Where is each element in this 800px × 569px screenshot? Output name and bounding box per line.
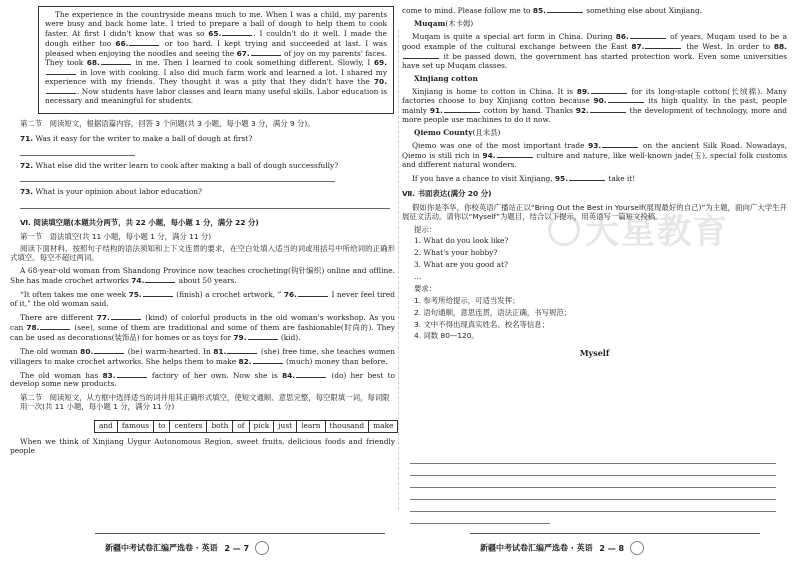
cotton-para [402, 87, 787, 126]
text-seg: I never feel tired of it,” the old woman said. [10, 289, 396, 308]
seal-icon [255, 541, 269, 555]
crochet-para-5 [10, 371, 395, 390]
blank-65[interactable] [222, 29, 252, 36]
text-seg: Xinjiang is home to cotton in China. It is [412, 86, 577, 96]
text-seg: the West. In order to [682, 41, 774, 51]
blank-90[interactable] [608, 96, 644, 103]
text-seg: it be passed down, the government has started protection work. Even some universities have set up Muqam classes. [402, 51, 787, 70]
closing-para [402, 174, 787, 184]
blank-num-70: 70. [373, 77, 387, 87]
blank-num-93: 93. [588, 141, 602, 151]
text-seg: “It often takes me one week [20, 289, 129, 299]
blank-num-81: 81. [213, 346, 227, 356]
word-box-item: just [274, 421, 297, 432]
word-box-item: to [154, 421, 170, 432]
blank-67[interactable] [251, 49, 281, 56]
text-seg: about 50 years. [176, 275, 237, 285]
blank-num-65: 65. [208, 28, 222, 38]
question-num: 71. [20, 133, 34, 143]
requirement-item: 3. 文中不得出现真实姓名、校名等信息； [414, 319, 550, 329]
passage-seg: The experience in the countryside means much to me. When I was a child, my parents were busy and back home late. I tried to prepare a ball of dough to help them to cook faster. At first I didn't know that was so [45, 10, 387, 38]
page-number: 2 — 7 [224, 543, 250, 553]
text-seg: (see), some of them are traditional and some of them are fashionable(时尚的). They can be used as decorations(装饰品) for homes or as toys for [10, 322, 395, 342]
writing-line[interactable] [410, 500, 776, 512]
footer-rule-left [95, 533, 385, 534]
blank-80[interactable] [94, 347, 124, 354]
passage-box [38, 6, 394, 114]
xinjiang-cont [402, 6, 787, 16]
blank-87[interactable] [645, 42, 681, 49]
answer-line-71[interactable] [20, 146, 135, 156]
blank-86[interactable] [630, 32, 666, 39]
blank-92[interactable] [590, 106, 626, 113]
blank-84[interactable] [296, 371, 326, 378]
hints-label: 提示： [414, 224, 437, 234]
blank-num-86: 86. [615, 31, 629, 41]
passage-seg: . Now students have labor classes and learn many useful skills. Labor education is necessary and meaningful for students. [45, 87, 387, 105]
subheading-text: Muqam [414, 19, 446, 29]
part2-heading: 第二节 阅读短文，根据语篇内容，回答 3 个问题(共 3 小题，每小题 3 分，满分 9 分)。 [20, 118, 315, 128]
blank-num-94: 94. [482, 150, 496, 160]
blank-num-74: 74. [131, 275, 145, 285]
writing-line[interactable] [410, 512, 550, 524]
subheading-cn: (且末县) [472, 128, 501, 138]
page-divider [398, 30, 399, 510]
text-seg: A 68-year-old woman from Shandong Province now teaches crocheting(钩针编织) online and offline. She has made crochet artworks [10, 265, 395, 285]
footer-right [480, 541, 644, 555]
hint-item: 3. What are you good at? [414, 260, 508, 270]
blank-num-82: 82. [238, 356, 252, 366]
text-seg: cotton by hand. Thanks [480, 106, 576, 116]
text-seg: The old woman [20, 346, 81, 356]
passage-seg: or too hard. I kept trying and succeeded at last. I was pleased when enjoying the noodles and seeing the [45, 38, 387, 58]
question-72 [20, 162, 395, 171]
xinjiang-intro: When we think of Xinjiang Uygur Autonomous Region, sweet fruits, delicious foods and friendly people [10, 436, 395, 455]
qiemo-para [402, 141, 787, 170]
blank-88[interactable] [403, 52, 439, 59]
part1-heading: 第一节 语法填空(共 11 小题，每小题 1 分，满分 11 分) [20, 232, 212, 242]
blank-66[interactable] [129, 39, 159, 46]
blank-74[interactable] [145, 276, 175, 283]
word-box [94, 420, 398, 433]
subheading-text: Qiemo County [414, 128, 473, 138]
text-seg: (do) her best to develop some new products. [10, 370, 395, 389]
cotton-title: Xinjiang cotton [414, 73, 478, 83]
hint-item: 2. What's your hobby? [414, 248, 498, 258]
blank-num-89: 89. [576, 86, 590, 96]
writing-line[interactable] [410, 488, 776, 500]
word-box-item: both [207, 421, 233, 432]
question-73 [20, 188, 395, 197]
essay-title: Myself [579, 348, 610, 359]
word-box-item: make [373, 421, 394, 431]
requirements-label: 要求： [414, 283, 437, 293]
footer-title: 新疆中考试卷汇编严选卷 · 英语 [105, 543, 218, 553]
writing-line[interactable] [410, 464, 776, 476]
blank-num-83: 83. [102, 370, 116, 380]
footer-rule-right [470, 533, 760, 534]
text-seg: (kind) of colorful products in the old woman's workshop. As you can [10, 312, 395, 332]
blank-num-87: 87. [631, 41, 645, 51]
text-seg: Qiemo was one of the most important trade [412, 141, 589, 151]
word-box-item: and [95, 421, 118, 432]
crochet-para-1 [10, 267, 395, 286]
text-seg: of years, Muqam used to be a good example of the cultural exchange between the East [402, 31, 787, 51]
text-seg: on the ancient Silk Road. Nowadays, Qiemo is still rich in [402, 141, 787, 160]
blank-num-79: 79. [233, 332, 247, 342]
passage-text [45, 11, 387, 106]
blank-70[interactable] [46, 87, 76, 94]
blank-81[interactable] [227, 347, 257, 354]
blank-num-67: 67. [236, 48, 250, 58]
requirement-item: 1. 参考所给提示，可适当发挥； [414, 295, 520, 305]
question-text: What is your opinion about labor education? [35, 187, 202, 197]
footer-title: 新疆中考试卷汇编严选卷 · 英语 [480, 543, 593, 553]
text-seg: There are different [20, 312, 97, 322]
blank-83[interactable] [117, 371, 147, 378]
word-box-item: learn [297, 421, 325, 432]
text-seg: culture and nature, like well-known jade(玉), special folk customs and different natural wonders. [402, 150, 787, 169]
blank-num-75: 75. [128, 289, 142, 299]
question-num: 73. [20, 187, 34, 197]
word-box-item: pick [250, 421, 275, 432]
text-seg: The old woman has [20, 370, 103, 380]
writing-line[interactable] [410, 452, 776, 464]
part1-instructions: 阅读下面材料，按照句子结构的语法须知和上下文连贯的要求，在空白处填入适当的词或用括号中所给词的正确形式填空。每空不超过两词。 [10, 244, 395, 262]
blank-94[interactable] [497, 151, 533, 158]
text-seg: take it! [606, 173, 636, 183]
crochet-para-2 [10, 290, 395, 309]
blank-num-91: 91. [429, 106, 443, 116]
blank-78[interactable] [40, 323, 70, 330]
blank-95[interactable] [569, 174, 605, 181]
text-seg: (kid). [278, 332, 301, 342]
passage-seg: in love with cooking. I also did much farm work and learned a lot. I shared my experience with my friends. They thought it was a pity that they didn't have the [45, 68, 387, 87]
question-text: Was it easy for the writer to make a ball of dough at first? [35, 133, 253, 143]
text-seg: the development of technology, more and more people use machines to do it now. [402, 106, 787, 125]
section6-heading: Ⅵ. 阅读填空题(本题共分两节，共 22 小题，每小题 1 分，满分 22 分) [20, 218, 259, 228]
blank-num-88: 88. [773, 41, 787, 51]
text-seg: (she) free time, she teaches women villagers to make crochet artworks. She helps them to make [10, 346, 396, 366]
qiemo-title [414, 129, 787, 138]
page-number: 2 — 8 [599, 543, 625, 553]
requirement-item: 4. 词数 80—120。 [414, 331, 479, 341]
hint-item: 1. What do you look like? [414, 236, 509, 246]
blank-82[interactable] [253, 357, 283, 364]
writing-line[interactable] [410, 476, 776, 488]
text-seg: for its long-staple cotton(长绒棉). Many factories choose to buy Xinjiang cotton because [402, 86, 788, 106]
text-seg: If you have a chance to visit Xinjiang, [412, 173, 555, 183]
question-num: 72. [20, 160, 34, 170]
text-seg: its high quality. In the past, people mainly [402, 96, 787, 116]
text-seg: factory of her own. Now she is [147, 370, 283, 380]
left-column [10, 0, 395, 460]
word-box-item: of [233, 421, 249, 432]
blank-num-85: 85. [532, 6, 546, 15]
answer-line-72[interactable] [20, 172, 335, 182]
text-seg: (much) money than before. [283, 356, 388, 366]
blank-num-68: 68. [86, 58, 100, 68]
text-seg: come to mind. Please follow me to [402, 6, 533, 15]
muqam-para [402, 32, 787, 71]
watermark: 大星教育 [585, 212, 729, 252]
text-seg: something else about Xinjiang. [583, 6, 703, 15]
text-seg: (finish) a crochet artwork, ” [173, 289, 284, 299]
question-text: What else did the writer learn to cook after making a ball of dough successfully? [35, 160, 339, 170]
crochet-para-4 [10, 347, 395, 367]
blank-num-66: 66. [115, 38, 129, 48]
subheading-cn: (木卡姆) [445, 19, 474, 29]
blank-num-90: 90. [593, 96, 607, 106]
blank-68[interactable] [101, 58, 131, 65]
blank-num-80: 80. [80, 346, 94, 356]
blank-77[interactable] [111, 313, 141, 320]
right-column [402, 6, 787, 365]
blank-num-84: 84. [282, 370, 296, 380]
part2b-heading: 第二节 阅读短文，从方框中选择适当的词并用其正确形式填空，使短文通顺、意思完整，每空限填一词，每词限用一次(共 11 小题，每小题 1 分，满分 11 分) [20, 393, 390, 412]
word-box-item: famous [118, 421, 154, 432]
blank-num-92: 92. [575, 106, 589, 116]
blank-89[interactable] [591, 87, 627, 94]
blank-91[interactable] [444, 106, 480, 113]
writing-prompt: 假如你是李华，你校英语广播站正以“Bring Out the Best in Yourself(展现最好的自己)”为主题，面向广大学生开展征文活动。请你以“Myself”为题目，结合以下提示，用英语写一篇短文投稿。 [402, 202, 787, 221]
muqam-title [414, 20, 787, 29]
word-box-item: centers [170, 421, 207, 432]
requirement-item: 2. 语句通顺，意思连贯，语法正确，书写规范； [414, 307, 572, 317]
answer-line-73[interactable] [20, 199, 390, 209]
crochet-para-3 [10, 313, 395, 343]
footer-left [105, 541, 269, 555]
blank-num-77: 77. [96, 312, 110, 322]
blank-79[interactable] [248, 333, 278, 340]
word-box-item: thousand [326, 421, 370, 432]
seal-icon [630, 541, 644, 555]
passage-seg: . I couldn't do it well. I made the dough either too [45, 28, 387, 48]
blank-85[interactable] [547, 6, 583, 13]
blank-76[interactable] [298, 290, 328, 297]
blank-num-76: 76. [283, 289, 297, 299]
passage-seg: in me. Then I learned to cook something different. Slowly, I [131, 58, 374, 68]
text-seg: (be) warm-hearted. In [125, 346, 214, 356]
blank-num-69: 69. [373, 58, 387, 68]
blank-93[interactable] [602, 141, 638, 148]
passage-seg: of joy on my parents' faces. They took [45, 48, 387, 68]
blank-num-78: 78. [26, 322, 40, 332]
essay-writing-area[interactable] [410, 452, 776, 524]
question-71 [20, 135, 395, 144]
blank-num-95: 95. [554, 173, 568, 183]
hint-item: … [414, 272, 422, 282]
blank-69[interactable] [46, 68, 76, 75]
text-seg: Muqam is quite a special art form in China. During [412, 31, 616, 41]
blank-75[interactable] [143, 290, 173, 297]
section7-heading: Ⅶ. 书面表达(满分 20 分) [402, 188, 492, 198]
